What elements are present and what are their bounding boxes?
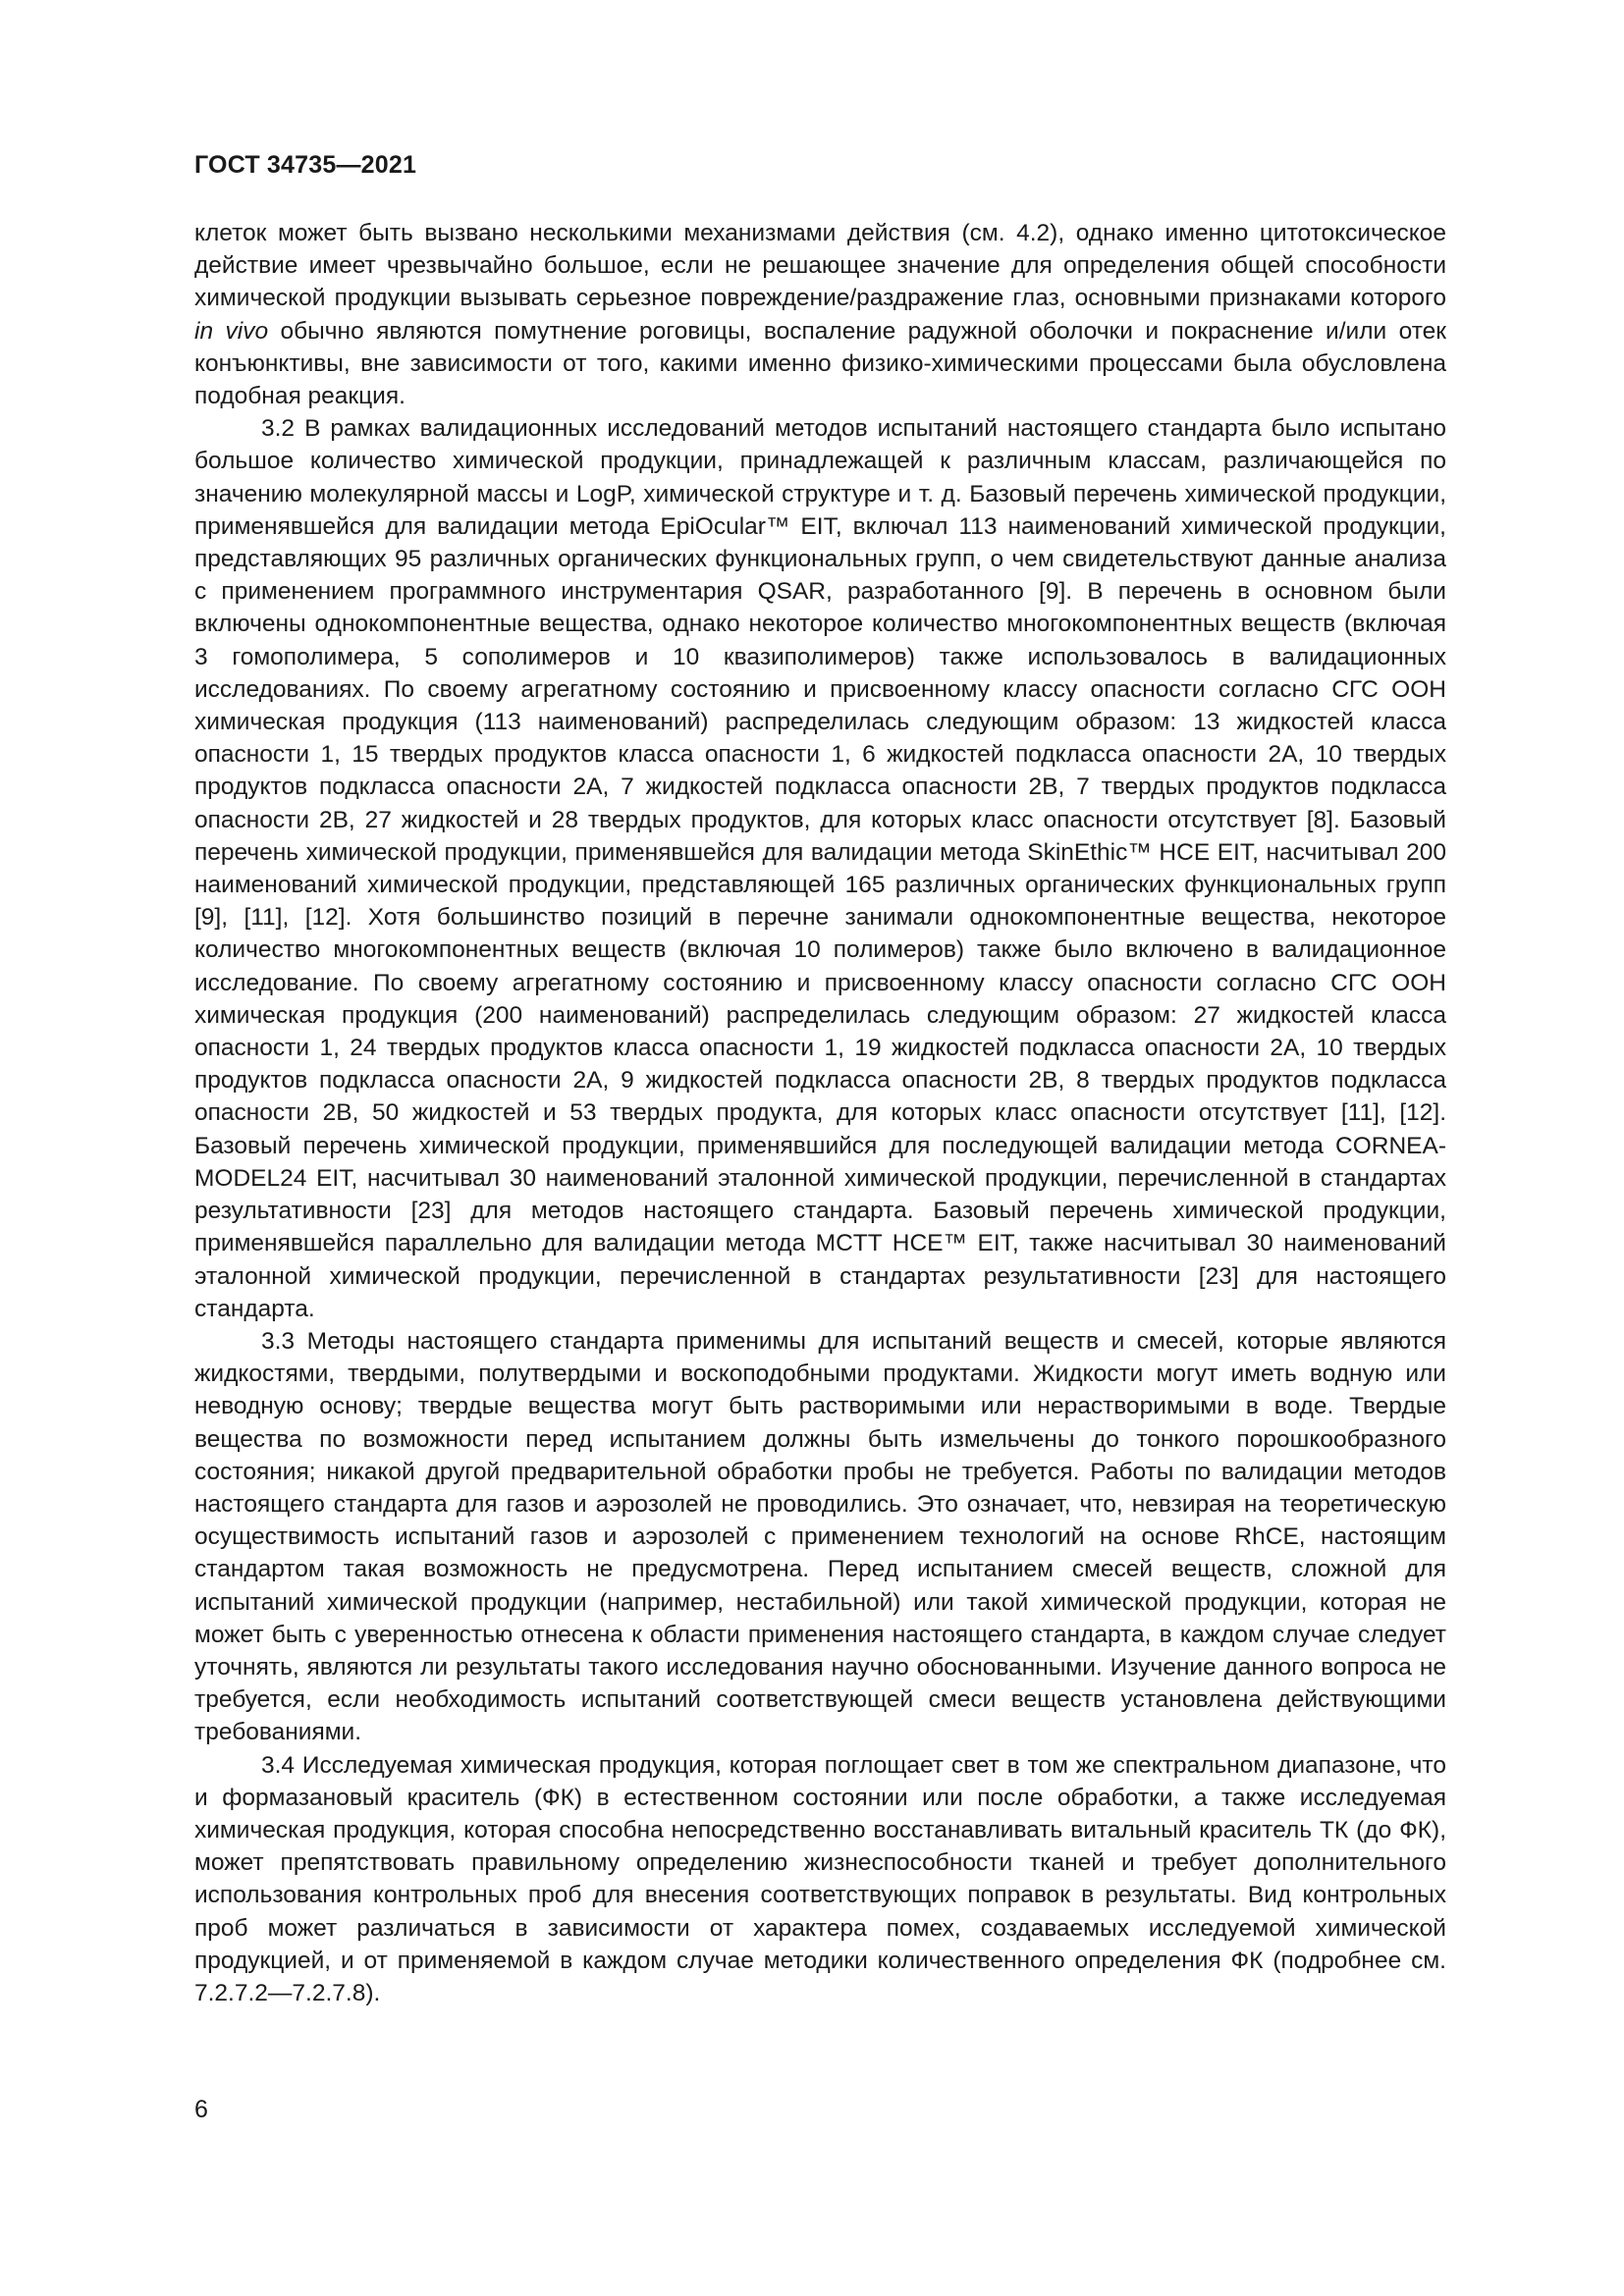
paragraph-3-2: 3.2 В рамках валидационных исследований методов испытаний настоящего стандарта было испытано большое количество химической продукции, принадлежащей к различным классам, различающейся по значению молекулярной массы и LogP, химической структуре и т. д. Базовый перечень химической продукции, применявшейся для валидации метода EpiOcular™ EIT, включал 113 наименований химической продукции, представляющих 95 различных органических функциональных групп, о чем свидетельствуют данные анализа с применением программного инструментария QSAR, разработанного [9]. В перечень в основном были включены однокомпонентные вещества, однако некоторое количество многокомпонентных веществ (включая 3 гомополимера, 5 сополимеров и 10 квазиполимеров) также использовалось в валидационных исследованиях. По своему агрегатному состоянию и присвоенному классу опасности согласно СГС ООН химическая продукция (113 наименований) распределилась следующим образом: 13 жидкостей класса опасности 1, 15 твердых продуктов класса опасности 1, 6 жидкостей подкласса опасности 2A, 10 твердых продуктов подкласса опасности 2A, 7 жидкостей подкласса опасности 2B, 7 твердых продуктов подкласса опасности 2B, 27 жидкостей и 28 твердых продуктов, для которых класс опасности отсутствует [8]. Базовый перечень химической продукции, применявшейся для валидации метода SkinEthic™ HCE EIT, насчитывал 200 наименований химической продукции, представляющей 165 различных органических функциональных групп [9], [11], [12]. Хотя большинство позиций в перечне занимали однокомпонентные вещества, некоторое количество многокомпонентных веществ (включая 10 полимеров) также было включено в валидационное исследование. По своему агрегатному состоянию и присвоенному классу опасности согласно СГС ООН химическая продукция (200 наименований) распределилась следующим образом: 27 жидкостей класса опасности 1, 24 твердых продуктов класса опасности 1, 19 жидкостей подкласса опасности 2A, 10 твердых продуктов подкласса опасности 2A, 9 жидкостей подкласса опасности 2B, 8 твердых продуктов подкласса опасности 2B, 50 жидкостей и 53 твердых продукта, для которых класс опасности отсутствует [11], [12]. Базовый перечень химической продукции, применявшийся для последующей валидации метода CORNEA-MODEL24 EIT, насчитывал 30 наименований эталонной химической продукции, перечисленной в стандартах результативности [23] для методов настоящего стандарта. Базовый перечень химической продукции, применявшейся параллельно для валидации метода MCTT HCE™ EIT, также насчитывал 30 наименований эталонной химической продукции, перечисленной в стандартах результативности [23] для настоящего стандарта. xyxy=(194,415,1446,1322)
paragraph-continuation xyxy=(194,217,1446,412)
italic-term: in vivo xyxy=(194,317,269,345)
paragraph-3-4: 3.4 Исследуемая химическая продукция, которая поглощает свет в том же спектральном диапазоне, что и формазановый краситель (ФК) в естественном состоянии или после обработки, а также исследуемая химическая продукция, которая способна непосредственно восстанавливать витальный краситель ТК (до ФК), может препятствовать правильному определению жизнеспособности тканей и требует дополнительного использования контрольных проб для внесения соответствующих поправок в результаты. Вид контрольных проб может различаться в зависимости от характера помех, создаваемых исследуемой химической продукцией, и от применяемой в каждом случае методики количественного определения ФК (подробнее см. 7.2.7.2—7.2.7.8). xyxy=(194,1751,1446,2006)
page-number: 6 xyxy=(194,2096,208,2123)
paragraph-3-3: 3.3 Методы настоящего стандарта применимы для испытаний веществ и смесей, которые являются жидкостями, твердыми, полутвердыми и воскоподобными продуктами. Жидкости могут иметь водную или неводную основу; твердые вещества могут быть растворимыми или нерастворимыми в воде. Твердые вещества по возможности перед испытанием должны быть измельчены до тонкого порошкообразного состояния; никакой другой предварительной обработки пробы не требуется. Работы по валидации методов настоящего стандарта для газов и аэрозолей не проводились. Это означает, что, невзирая на теоретическую осуществимость испытаний газов и аэрозолей с применением технологий на основе RhCE, настоящим стандартом такая возможность не предусмотрена. Перед испытанием смесей веществ, сложной для испытаний химической продукции (например, нестабильной) или такой химической продукции, которая не может быть с уверенностью отнесена к области применения настоящего стандарта, в каждом случае следует уточнять, являются ли результаты такого исследования научно обоснованными. Изучение данного вопроса не требуется, если необходимость испытаний соответствующей смеси веществ установлена действующими требованиями. xyxy=(194,1327,1446,1746)
body-text xyxy=(194,217,1446,2009)
paragraph-text: клеток может быть вызвано несколькими механизмами действия (см. 4.2), однако именно цитотоксическое действие имеет чрезвычайно большое, если не решающее значение для определения общей способности химической продукции вызывать серьезное повреждение/раздражение глаз, основными признаками которого xyxy=(194,220,1446,312)
document-code-header: ГОСТ 34735—2021 xyxy=(194,151,417,179)
paragraph-text: обычно являются помутнение роговицы, воспаление радужной оболочки и покраснение и/или отек конъюнктивы, вне зависимости от того, какими именно физико-химическими процессами была обусловлена подобная реакция. xyxy=(194,317,1446,410)
